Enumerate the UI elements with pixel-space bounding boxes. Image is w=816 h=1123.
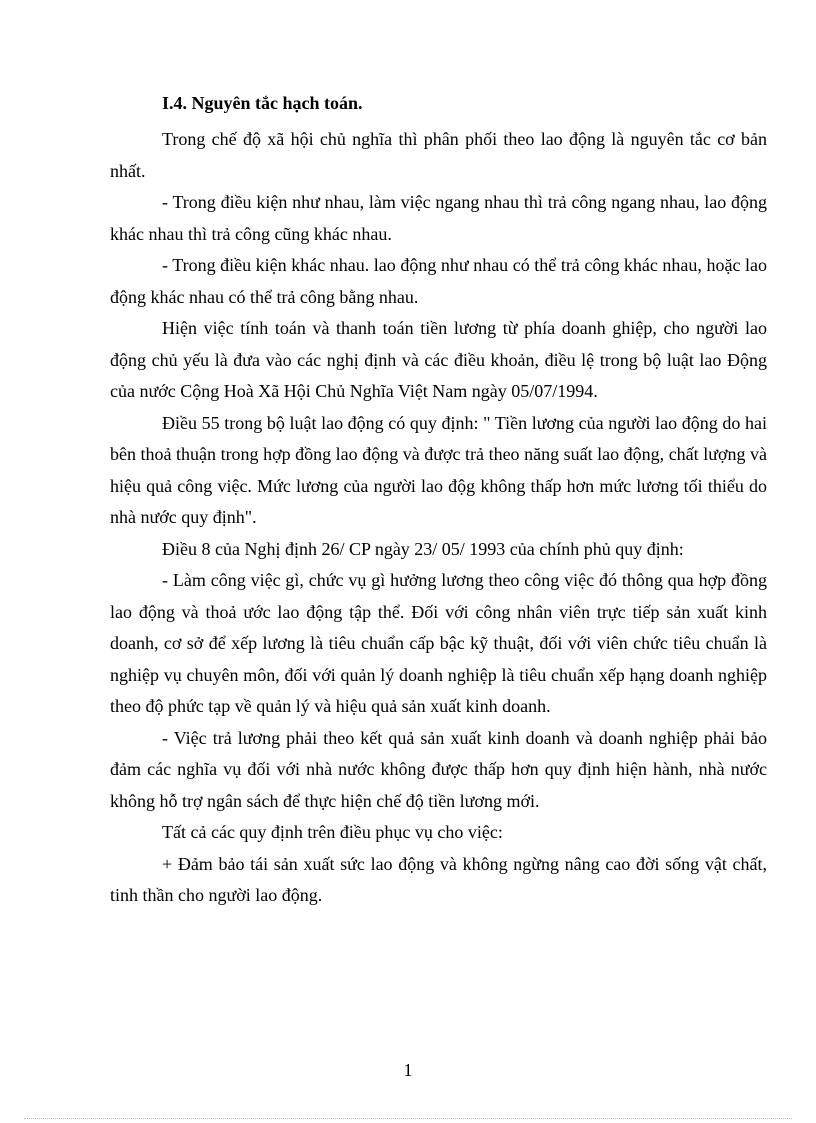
section-heading: I.4. Nguyên tắc hạch toán.: [162, 93, 363, 113]
paragraph: - Việc trả lương phải theo kết quả sản xuất kinh doanh và doanh nghiệp phải bảo đảm các nghĩa vụ đối với nhà nước không được thấp hơn quy định hiện hành, nhà nước không hỗ trợ ngân sách để thực hiện chế độ tiền lương mới.: [110, 727, 767, 811]
paragraph: - Trong điều kiện khác nhau. lao động như nhau có thể trả công khác nhau, hoặc lao động khác nhau có thể trả công bằng nhau.: [110, 255, 767, 307]
paragraph: - Trong điều kiện như nhau, làm việc ngang nhau thì trả công ngang nhau, lao động khác nhau thì trả công cũng khác nhau.: [110, 192, 767, 244]
paragraph: Hiện việc tính toán và thanh toán tiền lương từ phía doanh ghiệp, cho người lao động chủ yếu là đưa vào các nghị định và các điều khoản, điều lệ trong bộ luật lao Động của nước Cộng Hoà Xã Hội Chủ Nghĩa Việt Nam ngày 05/07/1994.: [110, 318, 767, 401]
paragraph: Điều 8 của Nghị định 26/ CP ngày 23/ 05/ 1993 của chính phủ quy định:: [162, 538, 684, 559]
document-body: [110, 92, 767, 912]
paragraph: Trong chế độ xã hội chủ nghĩa thì phân phối theo lao động là nguyên tắc cơ bản nhất.: [110, 129, 767, 181]
paragraph: + Đảm bảo tái sản xuất sức lao động và không ngừng nâng cao đời sống vật chất, tinh thần cho người lao động.: [110, 853, 767, 905]
paragraph: Tất cả các quy định trên điều phục vụ cho việc:: [162, 822, 503, 842]
paragraph: Điều 55 trong bộ luật lao động có quy định: " Tiền lương của người lao động do hai bên thoả thuận trong hợp đồng lao động và được trả theo năng suất lao động, chất lượng và hiệu quả công việc. Mức lương của người lao độg không thấp hơn mức lương tối thiểu do nhà nước quy định".: [110, 412, 767, 527]
page-number: 1: [403, 1060, 413, 1080]
paragraph: - Làm công việc gì, chức vụ gì hưởng lương theo công việc đó thông qua hợp đồng lao động và thoả ước lao động tập thể. Đối với công nhân viên trực tiếp sản xuất kinh doanh, cơ sở để xếp lương là tiêu chuẩn cấp bậc kỹ thuật, đối với viên chức tiêu chuẩn là nghiệp vụ chuyên môn, đối với quản lý doanh nghiệp là tiêu chuẩn xếp hạng doanh nghiệp theo độ phức tạp về quản lý và hiệu quả sản xuất kinh doanh.: [110, 570, 767, 716]
page-divider: [24, 1118, 792, 1119]
